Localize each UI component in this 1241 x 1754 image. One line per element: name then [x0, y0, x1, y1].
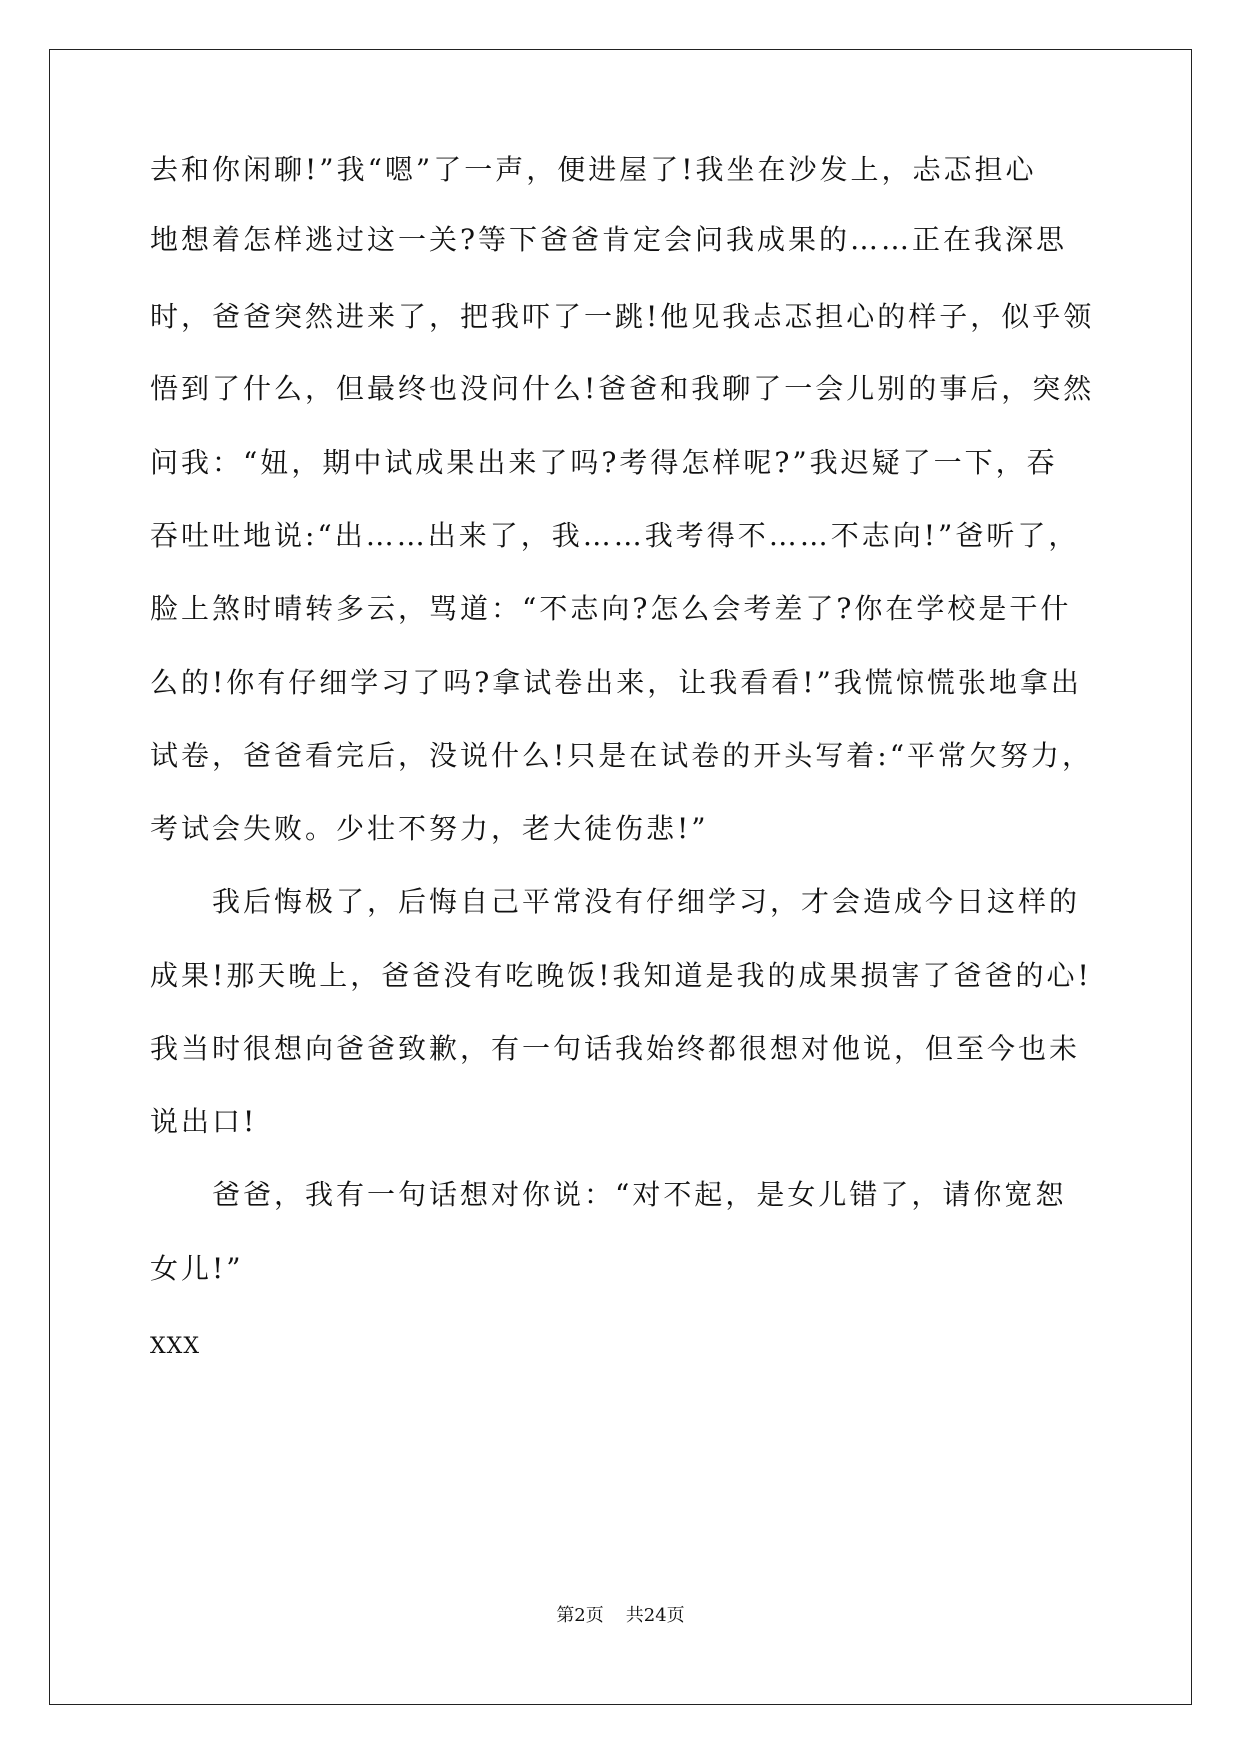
text-line: 成果!那天晚上，爸爸没有吃晚饭!我知道是我的成果损害了爸爸的心!	[150, 959, 1092, 992]
text-line: 去和你闲聊!”我“嗯”了一声，便进屋了!我坐在沙发上，忐忑担心	[150, 153, 1037, 186]
text-line: 地想着怎样逃过这一关?等下爸爸肯定会问我成果的……正在我深思	[150, 223, 1068, 256]
text-line: 脸上煞时晴转多云，骂道：“不志向?怎么会考差了?你在学校是干什	[150, 592, 1072, 625]
signature: XXX	[150, 1334, 200, 1359]
page-total: 共24页	[625, 1605, 685, 1626]
page-footer	[0, 1604, 1241, 1628]
text-line: 问我：“妞，期中试成果出来了吗?考得怎样呢?”我迟疑了一下，吞	[150, 446, 1058, 479]
text-line: 试卷，爸爸看完后，没说什么!只是在试卷的开头写着:“平常欠努力，	[150, 739, 1094, 772]
text-line: 吞吐吐地说:“出……出来了，我……我考得不……不志向!”爸听了，	[150, 519, 1080, 552]
page-number: 第2页	[556, 1605, 604, 1626]
text-line: 考试会失败。少壮不努力，老大徒伤悲!”	[150, 812, 709, 845]
text-line: 我当时很想向爸爸致歉，有一句话我始终都很想对他说，但至今也未	[150, 1032, 1081, 1065]
text-line: 时，爸爸突然进来了，把我吓了一跳!他见我忐忑担心的样子，似乎领	[150, 300, 1095, 333]
text-line: 女儿!”	[150, 1252, 244, 1285]
text-line: 悟到了什么，但最终也没问什么!爸爸和我聊了一会儿别的事后，突然	[150, 372, 1095, 405]
text-line: 么的!你有仔细学习了吗?拿试卷出来，让我看看!”我慌惊慌张地拿出	[150, 666, 1082, 699]
text-line: 爸爸，我有一句话想对你说：“对不起，是女儿错了，请你宽恕	[212, 1178, 1067, 1211]
text-line: 我后悔极了，后悔自己平常没有仔细学习，才会造成今日这样的	[212, 885, 1081, 918]
text-line: 说出口!	[150, 1105, 258, 1138]
